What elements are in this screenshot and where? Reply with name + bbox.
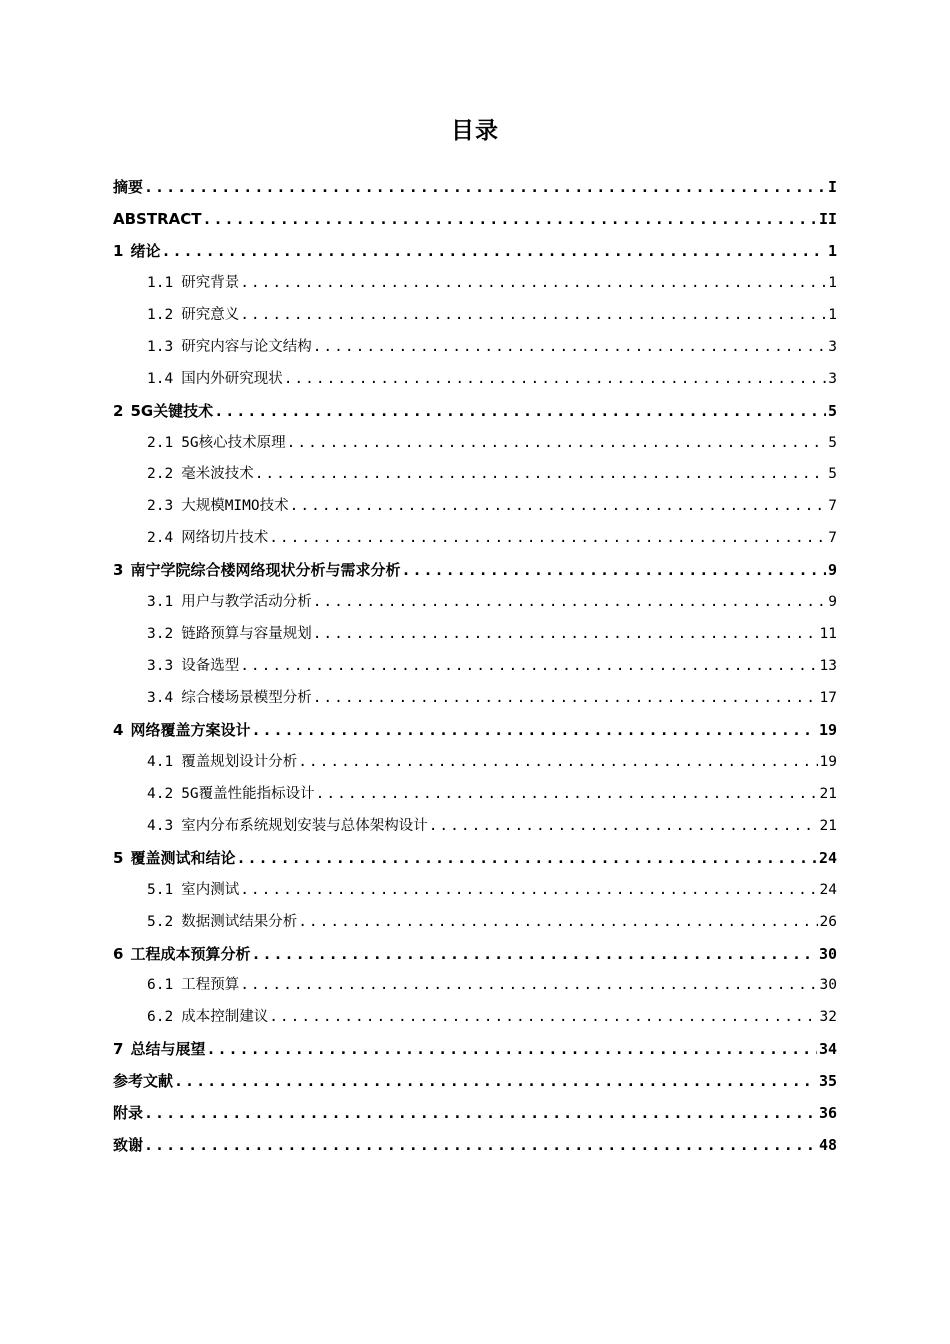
toc-entry-number: 5.1 [147,881,174,898]
toc-entry-label: 覆盖测试和结论 [130,848,236,867]
toc-page-number: 9 [827,561,837,580]
toc-dot-leader [202,204,816,236]
toc-dot-leader [290,491,827,523]
toc-dot-leader [240,651,817,683]
toc-entry-label: 覆盖规划设计分析 [181,753,298,770]
toc-section-entry[interactable] [113,683,837,715]
toc-entry-label: 设备选型 [181,658,240,675]
toc-entry-label: 5G关键技术 [130,401,214,420]
toc-dot-leader [240,300,826,332]
toc-entry-number: 6 [113,944,124,963]
toc-chapter-entry[interactable] [113,939,837,971]
toc-dot-leader [429,811,818,843]
toc-entry-label: 室内分布系统规划安装与总体架构设计 [181,817,428,834]
toc-entry-number: 4.3 [147,817,174,834]
toc-chapter-entry[interactable] [113,1098,837,1130]
toc-title: 目录 [451,118,499,144]
toc-page-number: 19 [818,720,837,739]
toc-dot-leader [316,779,818,811]
toc-page-number: 32 [819,1009,837,1026]
toc-entry-number: 5.2 [147,913,174,930]
toc-section-entry[interactable] [113,747,837,779]
toc-dot-leader [313,619,818,651]
toc-dot-leader [298,747,817,779]
toc-dot-leader [251,715,816,747]
toc-section-entry[interactable] [113,491,837,523]
toc-entry-label: 5G核心技术原理 [181,434,286,451]
toc-page-number: 24 [819,881,837,898]
toc-entry-number: 1.3 [147,338,174,355]
toc-chapter-entry[interactable] [113,843,837,875]
toc-dot-leader [240,970,817,1002]
toc-section-entry[interactable] [113,619,837,651]
toc-dot-leader [251,939,816,971]
toc-chapter-entry[interactable] [113,1066,837,1098]
toc-entry-number: 2.4 [147,530,174,547]
toc-page-number: 1 [827,241,837,260]
toc-entry-number: 3.4 [147,690,174,706]
toc-entry-number: 2.2 [147,466,174,483]
toc-entry-label: 摘要 [113,178,144,196]
toc-entry-number: 6.2 [147,1009,174,1026]
toc-entry-label: 附录 [113,1104,144,1123]
toc-page-number: 13 [819,658,837,675]
toc-chapter-entry[interactable] [113,715,837,747]
toc-section-entry[interactable] [113,300,837,332]
toc-entry-number: 5 [113,848,124,867]
toc-entry-label: 工程成本预算分析 [130,944,251,963]
toc-dot-leader [240,268,826,300]
toc-entry-label: 研究背景 [181,274,240,291]
toc-page-number: 5 [827,401,837,420]
toc-entry-number: 1.1 [147,274,174,291]
toc-entry-number: 4 [113,720,124,739]
toc-entry-number: 7 [113,1040,124,1059]
toc-page-number: 36 [818,1104,837,1123]
toc-section-entry[interactable] [113,811,837,843]
toc-dot-leader [287,428,827,460]
toc-section-entry[interactable] [113,875,837,907]
toc-page-number: 7 [828,498,837,515]
toc-page-number: 9 [828,594,837,611]
toc-page-number: 24 [818,848,837,867]
toc-entry-label: 毫米波技术 [181,466,254,483]
toc-entry-number: 2.1 [147,434,174,451]
toc-entry-number: 4.1 [147,753,174,770]
toc-chapter-entry[interactable] [113,1130,837,1162]
toc-entry-label: 国内外研究现状 [181,370,283,387]
toc-section-entry[interactable] [113,970,837,1002]
toc-entry-number: 1.2 [147,306,174,323]
toc-section-entry[interactable] [113,459,837,491]
toc-page-number: 1 [828,306,837,323]
toc-page-number: 1 [828,274,837,291]
toc-entry-number: 2 [113,401,124,420]
table-of-contents [113,172,837,1162]
toc-chapter-entry[interactable] [113,172,837,204]
toc-dot-leader [240,875,817,907]
toc-page-number: 7 [828,530,837,547]
toc-page-number: 35 [818,1072,837,1091]
toc-section-entry[interactable] [113,1002,837,1034]
toc-page-number: 30 [819,977,837,994]
toc-entry-label: 数据测试结果分析 [181,913,298,930]
toc-section-entry[interactable] [113,779,837,811]
toc-entry-number: 3.2 [147,626,174,643]
toc-dot-leader [161,236,826,268]
toc-entry-label: 绪论 [130,241,161,260]
toc-page-number: 19 [819,753,837,770]
toc-entry-label: 链路预算与容量规划 [181,626,312,643]
toc-section-entry[interactable] [113,364,837,396]
toc-page-number: 11 [819,626,837,643]
toc-page-number: II [818,209,837,228]
toc-page-number: 5 [828,434,837,451]
toc-entry-label: 参考文献 [113,1072,174,1091]
toc-dot-leader [144,1130,817,1162]
toc-dot-leader [269,1002,817,1034]
toc-entry-number: 1.4 [147,370,174,387]
toc-entry-label: 致谢 [113,1136,144,1155]
toc-dot-leader [284,364,827,396]
toc-entry-label: 网络覆盖方案设计 [130,720,251,739]
toc-section-entry[interactable] [113,587,837,619]
toc-entry-label: 网络切片技术 [181,530,269,547]
toc-entry-number: 2.3 [147,498,174,515]
toc-section-entry[interactable] [113,651,837,683]
toc-entry-label: 研究意义 [181,306,240,323]
toc-dot-leader [144,172,826,204]
toc-dot-leader [144,1098,817,1130]
toc-dot-leader [174,1066,817,1098]
toc-section-entry[interactable] [113,332,837,364]
toc-section-entry[interactable] [113,268,837,300]
toc-page-number: 26 [819,913,837,930]
toc-entry-label: 研究内容与论文结构 [181,338,312,355]
toc-dot-leader [298,907,817,939]
toc-section-entry[interactable] [113,907,837,939]
toc-entry-label: 大规模MIMO技术 [181,498,289,515]
toc-dot-leader [255,459,827,491]
toc-chapter-entry[interactable] [113,555,837,587]
toc-entry-label: 工程预算 [181,977,240,994]
toc-entry-number: 1 [113,241,124,260]
toc-entry-label: 室内测试 [181,881,240,898]
toc-dot-leader [401,555,826,587]
toc-entry-label: 用户与教学活动分析 [181,594,312,611]
toc-page-number: 5 [828,466,837,483]
toc-page-number: 30 [818,944,837,963]
toc-section-entry[interactable] [113,428,837,460]
toc-entry-number: 3.3 [147,658,174,675]
toc-dot-leader [269,523,826,555]
toc-page-number: 21 [819,817,837,834]
toc-entry-label: 成本控制建议 [181,1009,269,1026]
toc-entry-number: 3.1 [147,594,174,611]
toc-chapter-entry[interactable] [113,396,837,428]
toc-section-entry[interactable] [113,523,837,555]
toc-entry-label: 5G覆盖性能指标设计 [181,785,315,802]
toc-page-number: 17 [819,690,837,706]
toc-entry-label: 南宁学院综合楼网络现状分析与需求分析 [130,561,401,580]
toc-dot-leader [313,587,827,619]
toc-chapter-entry[interactable] [113,1034,837,1066]
toc-entry-label: 总结与展望 [130,1040,206,1059]
toc-entry-number: 3 [113,561,124,580]
toc-dot-leader [236,843,816,875]
toc-entry-label: ABSTRACT [113,209,202,228]
toc-entry-number: 4.2 [147,785,174,802]
toc-dot-leader [313,332,827,364]
toc-page-number: I [827,178,837,196]
toc-page-number: 34 [818,1040,837,1059]
toc-entry-number: 6.1 [147,977,174,994]
toc-chapter-entry[interactable] [113,204,837,236]
toc-dot-leader [214,396,826,428]
toc-page-number: 3 [828,338,837,355]
toc-dot-leader [313,683,818,715]
toc-entry-label: 综合楼场景模型分析 [181,690,312,706]
toc-page-number: 48 [818,1136,837,1155]
toc-dot-leader [206,1034,816,1066]
toc-chapter-entry[interactable] [113,236,837,268]
toc-page-number: 21 [819,785,837,802]
toc-page-number: 3 [828,370,837,387]
